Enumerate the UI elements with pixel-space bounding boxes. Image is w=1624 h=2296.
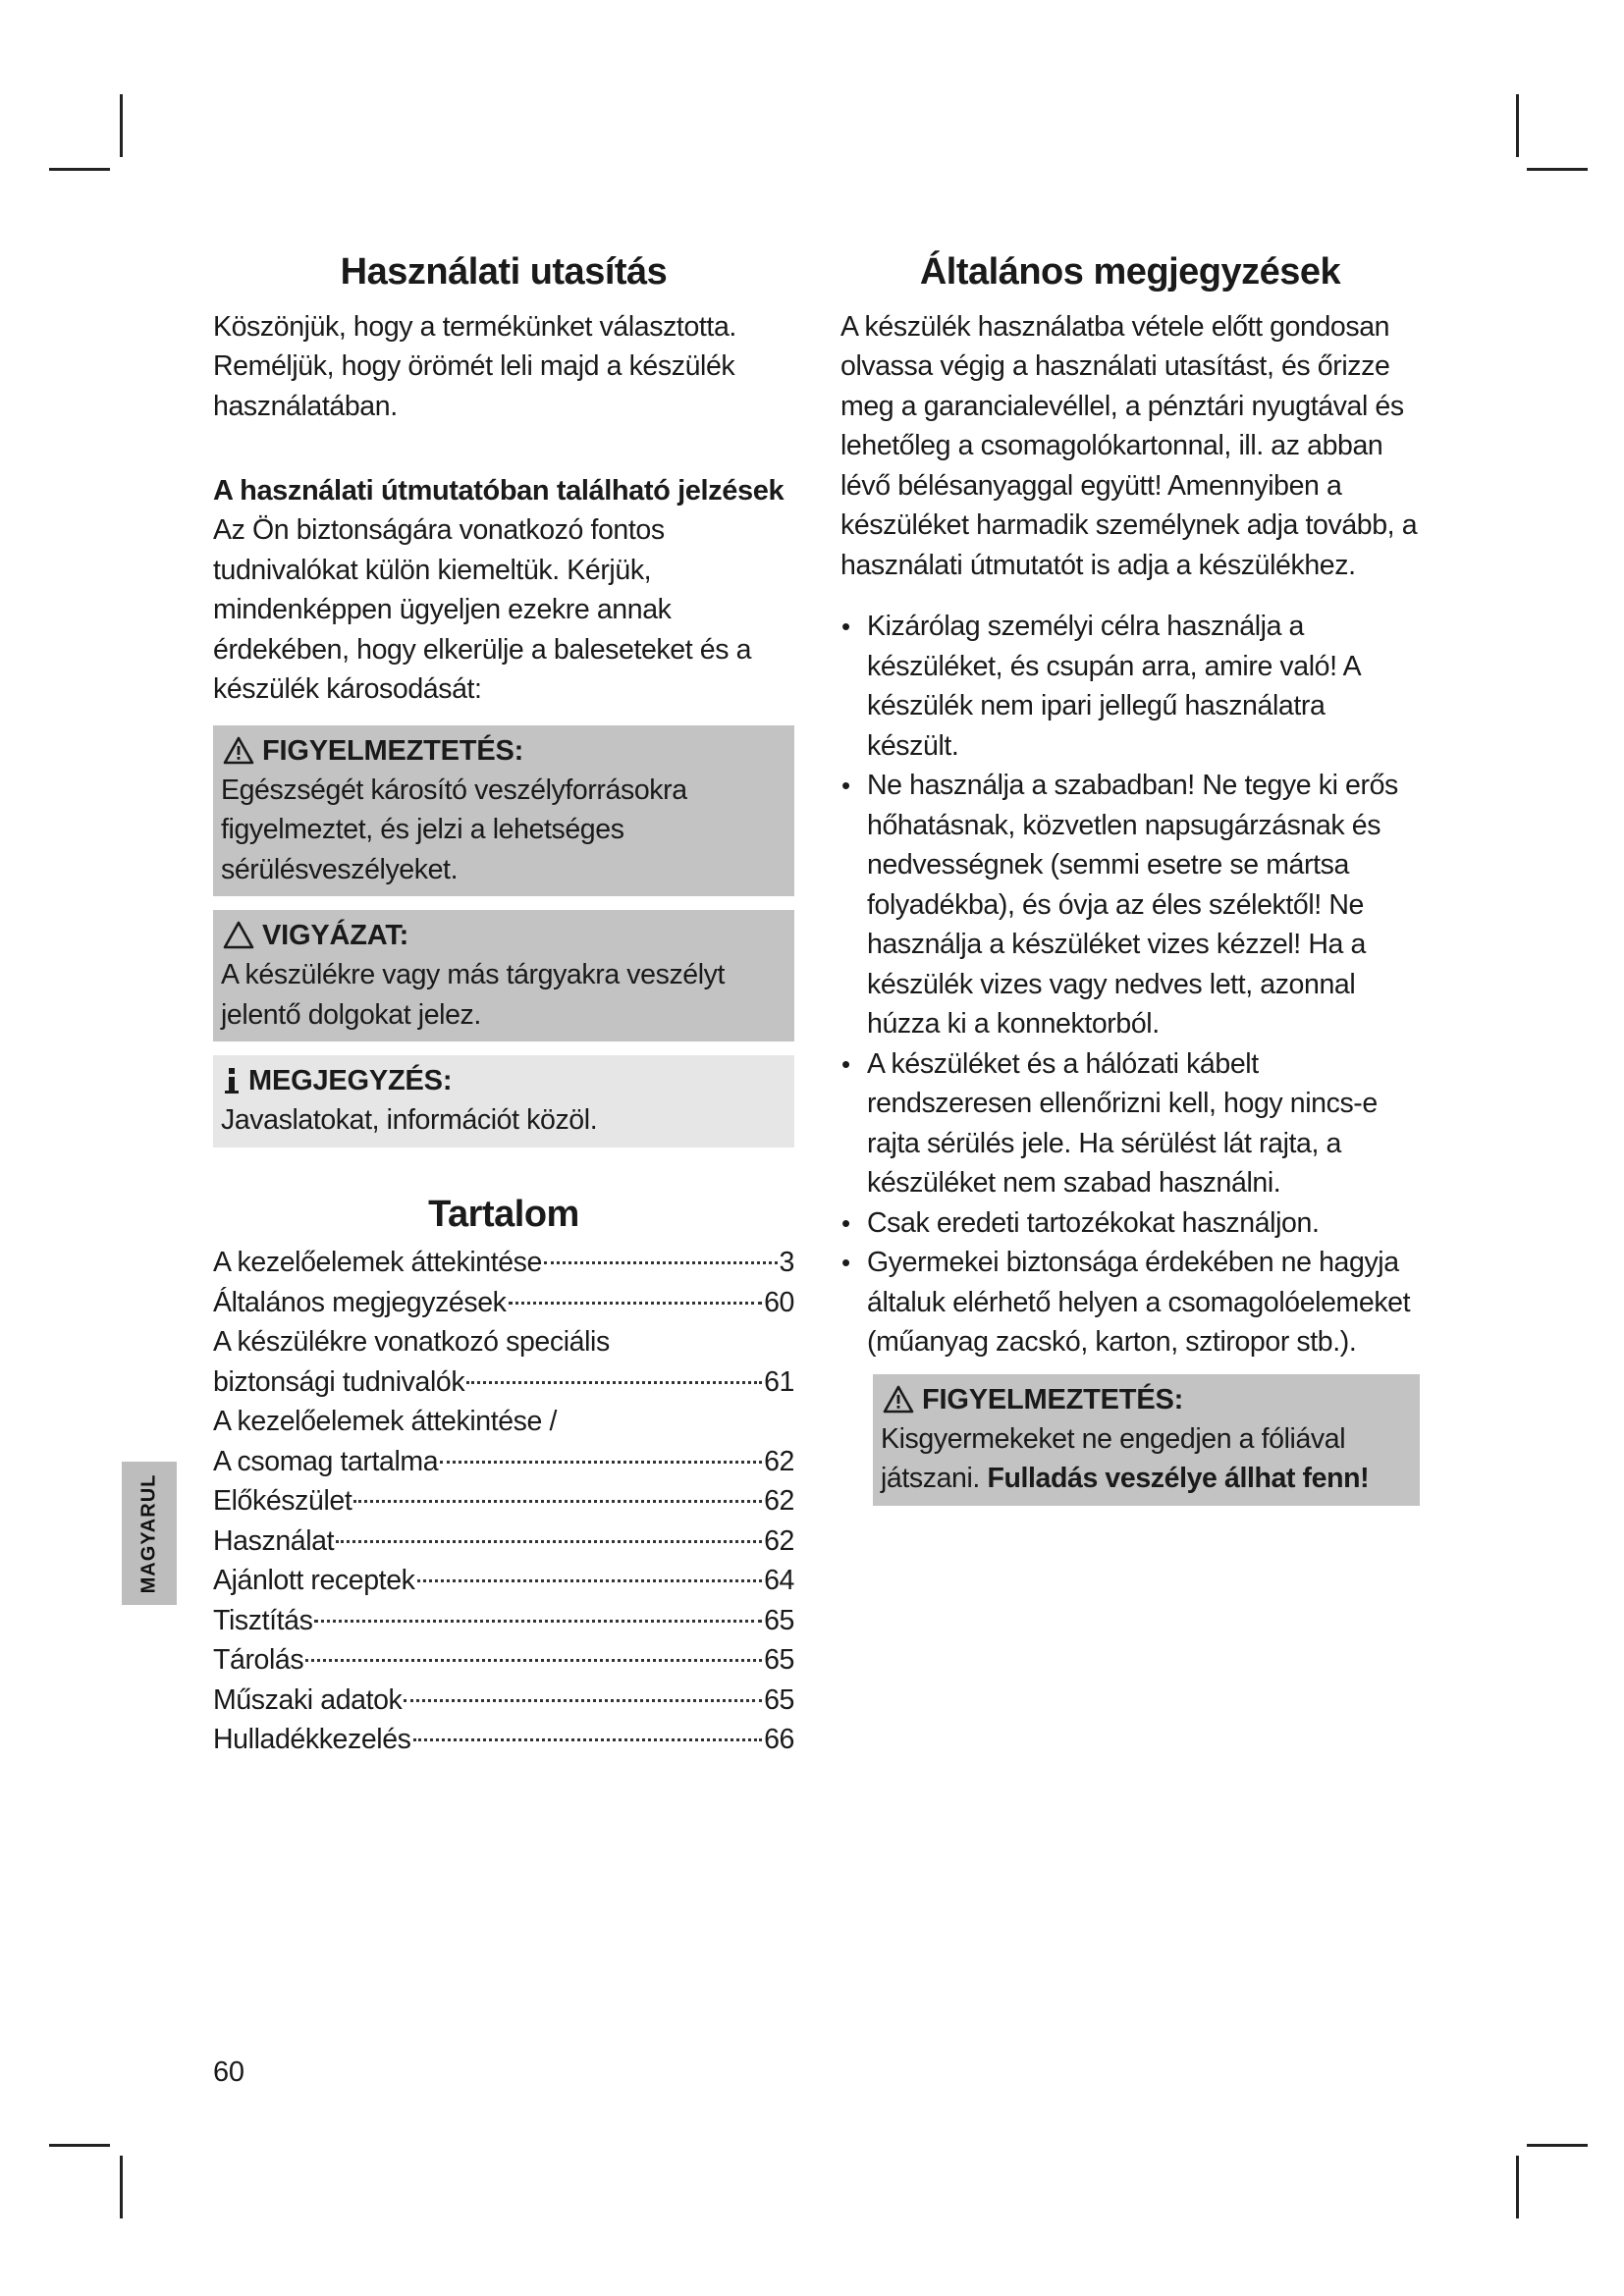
caution-title-row: [221, 916, 786, 955]
note-box: [213, 1055, 794, 1148]
page-title: Használati utasítás: [340, 251, 668, 293]
caution-title: VIGYÁZAT:: [262, 920, 409, 952]
list-item: • Ne használja a szabadban! Ne tegye ki erős hőhatásnak, közvetlen napsugárzásnak és nedvességnek (semmi esetre se mártsa folyadékba), és óvja az éles szélektől! Ne használja a készüléket vizes kézzel! Ha a készülék vizes vagy nedves lett, azonnal húzza ki a konnektorból.: [840, 766, 1420, 1044]
caution-triangle-icon: [221, 920, 256, 951]
toc-item: Tisztítás 65: [213, 1604, 794, 1636]
table-of-contents: [213, 1243, 794, 1760]
toc-item: Általános megjegyzések 60: [213, 1286, 794, 1318]
list-item: • Gyermekei biztonsága érdekében ne hagyja általuk elérhető helyen a csomagolóelemeket (műanyag zacskó, karton, sztiropor stb.).: [840, 1243, 1420, 1362]
toc-item: Ajánlott receptek 64: [213, 1565, 794, 1597]
toc-item: A csomag tartalma 62: [213, 1445, 794, 1477]
info-icon: [221, 1065, 243, 1096]
right-column: [840, 250, 1420, 1506]
toc-item: A kezelőelemek áttekintése /: [213, 1406, 558, 1438]
toc-item: A készülékre vonatkozó speciális: [213, 1326, 610, 1359]
signs-heading: A használati útmutatóban található jelzések: [213, 475, 785, 507]
warning-text: Egészségét károsító veszélyforrásokra figyelmeztet, és jelzi a lehetséges sérülésveszélyeket.: [221, 774, 687, 885]
page-number: 60: [213, 2056, 244, 2088]
caution-box: [213, 910, 794, 1041]
crop-mark: [1516, 2156, 1519, 2218]
warning-text-plain: Kisgyermekeket ne engedjen a fóliával játszani.: [881, 1422, 1346, 1495]
crop-mark: [1516, 94, 1519, 157]
toc-item: Előkészület 62: [213, 1485, 794, 1518]
note-title: MEGJEGYZÉS:: [248, 1065, 453, 1097]
toc-item: Tárolás 65: [213, 1644, 794, 1677]
signs-text: Az Ön biztonságára vonatkozó fontos tudnivalókat külön kiemeltük. Kérjük, mindenképpen ügyeljen ezekre annak érdekében, hogy elkerülje a baleseteket és a készülék károsodását:: [213, 514, 752, 706]
warning-triangle-icon: [881, 1384, 916, 1415]
toc-item: biztonsági tudnivalók 61: [213, 1365, 794, 1398]
crop-mark: [1527, 2144, 1588, 2147]
warning-title-row: [221, 731, 786, 771]
toc-item: A kezelőelemek áttekintése 3: [213, 1247, 794, 1279]
toc-item: Hulladékkezelés 66: [213, 1724, 794, 1756]
list-item: • A készüléket és a hálózati kábelt rendszeresen ellenőrizni kell, hogy nincs-e rajta sérülés jele. Ha sérülést lát rajta, a készüléket nem szabad használni.: [840, 1044, 1420, 1203]
note-title-row: [221, 1061, 786, 1100]
crop-mark: [49, 168, 110, 171]
warning-box-right: [873, 1374, 1420, 1506]
warning-box: [213, 725, 794, 897]
safety-list: [840, 607, 1420, 1362]
note-text: Javaslatokat, információt közöl.: [221, 1104, 598, 1137]
toc-item: Használat 62: [213, 1524, 794, 1557]
warning-title: FIGYELMEZTETÉS:: [262, 734, 524, 767]
toc-title: Tartalom: [428, 1193, 579, 1235]
intro-text: Köszönjük, hogy a termékünket választotta. Reméljük, hogy örömét leli majd a készülék használatában.: [213, 310, 736, 422]
left-column: [213, 250, 794, 1760]
warning-triangle-icon: [221, 735, 256, 767]
warning-title-row: [881, 1380, 1412, 1419]
language-side-tab: [122, 1462, 177, 1605]
warning-text: [881, 1419, 1412, 1499]
list-item: • Csak eredeti tartozékokat használjon.: [840, 1203, 1420, 1244]
crop-mark: [1527, 168, 1588, 171]
section-title: Általános megjegyzések: [919, 251, 1341, 293]
warning-title: FIGYELMEZTETÉS:: [922, 1383, 1184, 1415]
list-item: • Kizárólag személyi célra használja a készüléket, és csupán arra, amire való! A készülék nem ipari jellegű használatra készült.: [840, 607, 1420, 766]
crop-mark: [120, 94, 123, 157]
caution-text: A készülékre vagy más tárgyakra veszélyt jelentő dolgokat jelez.: [221, 959, 726, 1031]
warning-text-bold: Fulladás veszélye állhat fenn!: [987, 1463, 1370, 1495]
language-label: MAGYARUL: [137, 1473, 160, 1593]
general-intro: A készülék használatba vétele előtt gondosan olvassa végig a használati utasítást, és őrizze meg a garancialevéllel, a pénztári nyugtával és lehetőleg a csomagolókartonnal, ill. az abban lévő bélésanyaggal együtt! Amennyiben a készüléket harmadik személynek adja tovább, a használati útmutatót is adja a készülékhez.: [840, 310, 1418, 581]
toc-item: Műszaki adatok 65: [213, 1683, 794, 1716]
crop-mark: [49, 2144, 110, 2147]
crop-mark: [120, 2156, 123, 2218]
